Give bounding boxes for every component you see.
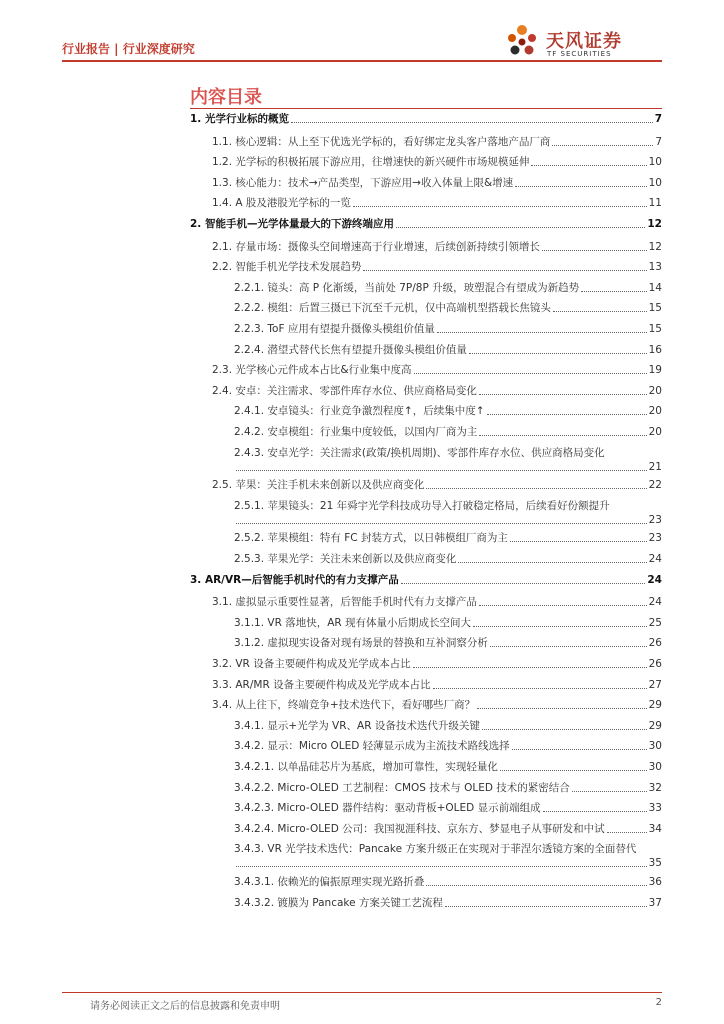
toc-entry-page: 22 bbox=[648, 479, 662, 492]
toc-entry-page: 24 bbox=[648, 596, 662, 609]
toc-leader-dots bbox=[553, 311, 647, 312]
toc-leader-dots bbox=[500, 770, 647, 771]
toc-entry-page: 24 bbox=[648, 553, 662, 565]
toc-entry-title: 2.1. 存量市场：摄像头空间增速高于行业增速，后续创新持续引领增长 bbox=[212, 240, 540, 253]
toc-entry[interactable] bbox=[234, 636, 662, 650]
toc-entry-page: 36 bbox=[648, 876, 662, 888]
toc-leader-dots bbox=[437, 332, 647, 333]
toc-entry[interactable] bbox=[212, 363, 662, 377]
toc-leader-dots bbox=[401, 583, 646, 584]
toc-entry-title: 3.4.2.2. Micro-OLED 工艺制程：CMOS 技术与 OLED 技术的紧密结合 bbox=[234, 781, 570, 794]
toc-leader-dots bbox=[236, 866, 647, 867]
toc-entry-title: 2.5.3. 苹果光学：关注未来创新以及供应商变化 bbox=[234, 553, 457, 565]
toc-entry-title: 2.2.2. 模组：后置三摄已下沉至千元机，仅中高端机型搭载长焦镜头 bbox=[234, 302, 551, 315]
toc-entry-title: 1.1. 核心逻辑：从上至下优选光学标的，看好绑定龙头客户落地产品厂商 bbox=[212, 135, 551, 148]
toc-entry[interactable] bbox=[212, 595, 662, 609]
toc-entry-title: 3.4.3. VR 光学技术迭代：Pancake 方案升级正在实现对于菲涅尔透镜方案的全面替代 bbox=[234, 843, 637, 856]
toc-entry[interactable] bbox=[190, 217, 662, 231]
toc-leader-dots bbox=[607, 832, 647, 833]
toc-entry[interactable] bbox=[212, 135, 662, 149]
toc-entry[interactable] bbox=[234, 616, 662, 630]
toc-entry[interactable] bbox=[212, 657, 662, 671]
toc-entry-title: 1.3. 核心能力：技术→产品类型，下游应用→收入体量上限&增速 bbox=[212, 176, 514, 189]
toc-entry-page: 20 bbox=[648, 426, 662, 438]
toc-leader-dots bbox=[552, 145, 653, 146]
toc-leader-dots bbox=[479, 394, 647, 395]
toc-leader-dots bbox=[445, 906, 647, 907]
brand-name-cn: 天风证券 bbox=[546, 31, 622, 52]
toc-entry[interactable] bbox=[234, 801, 662, 815]
toc-entry-title: 3.2. VR 设备主要硬件构成及光学成本占比 bbox=[212, 658, 411, 670]
toc-entry-page: 29 bbox=[648, 699, 662, 712]
toc-leader-dots bbox=[479, 435, 646, 436]
toc-entry[interactable] bbox=[212, 155, 662, 169]
toc-leader-dots bbox=[426, 488, 646, 489]
toc-leader-dots bbox=[236, 470, 647, 471]
toc-leader-dots bbox=[512, 749, 647, 750]
toc-entry[interactable] bbox=[234, 822, 662, 836]
toc-entry[interactable] bbox=[212, 196, 662, 210]
toc-leader-dots bbox=[414, 373, 647, 374]
toc-entry[interactable] bbox=[234, 343, 662, 357]
toc-entry-page: 12 bbox=[648, 240, 662, 253]
toc-entry-title: 1.2. 光学标的积极拓展下游应用，往增速快的新兴硬件市场规模延伸 bbox=[212, 156, 530, 169]
toc-entry-title: 3. AR/VR—后智能手机时代的有力支撑产品 bbox=[190, 573, 399, 586]
toc-leader-dots bbox=[510, 541, 647, 542]
toc-entry-title: 3.1.2. 虚拟现实设备对现有场景的替换和互补洞察分析 bbox=[234, 637, 488, 650]
toc-entry-title: 2.4.1. 安卓镜头：行业竞争激烈程度↑，后续集中度↑ bbox=[234, 405, 485, 418]
toc-entry[interactable] bbox=[234, 499, 662, 527]
toc-leader-dots bbox=[572, 791, 647, 792]
toc-entry-page: 20 bbox=[648, 405, 662, 418]
toc-entry-page: 7 bbox=[654, 113, 662, 125]
toc-entry-page: 15 bbox=[648, 323, 662, 335]
toc-entry[interactable] bbox=[212, 478, 662, 492]
toc-leader-dots bbox=[433, 688, 647, 689]
toc-entry-page: 15 bbox=[648, 302, 662, 315]
toc-entry-title: 3.4.3.1. 依赖光的偏振原理实现光路折叠 bbox=[234, 876, 425, 888]
toc-entry[interactable] bbox=[212, 240, 662, 254]
toc-leader-dots bbox=[236, 523, 647, 524]
toc-entry[interactable] bbox=[190, 112, 662, 126]
toc-leader-dots bbox=[396, 227, 645, 228]
toc-entry[interactable] bbox=[234, 404, 662, 418]
toc-entry-title: 3.4.2. 显示：Micro OLED 轻薄显示成为主流技术路线选择 bbox=[234, 740, 510, 753]
toc-entry-title: 2.4.3. 安卓光学：关注需求(政策/换机周期)、零部件库存水位、供应商格局变化 bbox=[234, 446, 605, 459]
toc-entry-page: 10 bbox=[648, 176, 662, 189]
toc-title: 内容目录 bbox=[190, 87, 262, 108]
toc-entry-page: 35 bbox=[648, 857, 662, 870]
toc-entry-title: 3.4. 从上往下，终端竞争+技术迭代下，看好哪些厂商？ bbox=[212, 699, 476, 712]
toc-entry-title: 2.2. 智能手机光学技术发展趋势 bbox=[212, 261, 362, 274]
toc-leader-dots bbox=[515, 186, 646, 187]
toc-entry[interactable] bbox=[234, 739, 662, 753]
toc-entry-page: 7 bbox=[655, 135, 662, 148]
toc-entry-page: 33 bbox=[648, 802, 662, 815]
toc-entry-title: 2.5. 苹果：关注手机未来创新以及供应商变化 bbox=[212, 479, 425, 492]
toc-leader-dots bbox=[458, 562, 646, 563]
toc-leader-dots bbox=[531, 165, 646, 166]
toc-entry-page: 21 bbox=[648, 460, 662, 473]
toc-entry-title: 2.2.3. ToF 应用有望提升摄像头模组价值量 bbox=[234, 323, 435, 335]
toc-leader-dots bbox=[291, 122, 653, 123]
toc-entry-page: 23 bbox=[648, 532, 662, 545]
toc-leader-dots bbox=[477, 708, 646, 709]
toc-entry-page: 37 bbox=[648, 896, 662, 909]
toc-entry[interactable] bbox=[234, 552, 662, 566]
toc-entry-title: 2.3. 光学核心元件成本占比&行业集中度高 bbox=[212, 364, 412, 377]
toc-entry[interactable] bbox=[234, 322, 662, 336]
toc-leader-dots bbox=[413, 667, 647, 668]
toc-entry-page: 26 bbox=[648, 637, 662, 650]
toc-entry[interactable] bbox=[212, 176, 662, 190]
toc-entry-page: 30 bbox=[648, 761, 662, 773]
toc-entry[interactable] bbox=[212, 260, 662, 274]
toc-entry-title: 2.5.2. 苹果模组：特有 FC 封装方式，以日韩模组厂商为主 bbox=[234, 532, 508, 545]
toc-entry[interactable] bbox=[234, 301, 662, 315]
toc-entry[interactable] bbox=[234, 875, 662, 889]
page-number: 2 bbox=[655, 997, 662, 1008]
toc-entry-title: 3.4.2.4. Micro-OLED 公司：我国视涯科技、京东方、梦显电子从事研发和中试 bbox=[234, 822, 605, 835]
toc-entry-title: 3.4.2.1. 以单晶硅芯片为基底，增加可靠性，实现轻量化 bbox=[234, 761, 498, 773]
toc-entry-title: 3.4.2.3. Micro-OLED 器件结构：驱动背板+OLED 显示前端组成 bbox=[234, 802, 541, 815]
toc-entry[interactable] bbox=[190, 573, 662, 587]
toc-entry[interactable] bbox=[212, 384, 662, 398]
toc-leader-dots bbox=[473, 626, 647, 627]
toc-entry[interactable] bbox=[234, 781, 662, 795]
toc-entry-page: 32 bbox=[648, 781, 662, 794]
footer-divider bbox=[62, 992, 662, 993]
toc-leader-dots bbox=[487, 414, 647, 415]
toc-entry[interactable] bbox=[234, 842, 662, 870]
toc-entry-page: 12 bbox=[647, 218, 662, 230]
toc-entry-title: 2.2.1. 镜头：高 P 化渐缓，当前处 7P/8P 升级，玻塑混合有望成为新趋势 bbox=[234, 281, 580, 294]
toc-entry[interactable] bbox=[212, 698, 662, 712]
toc-title-divider bbox=[190, 108, 662, 109]
toc-entry-page: 27 bbox=[648, 678, 662, 691]
toc-entry-page: 24 bbox=[647, 573, 662, 586]
toc-entry-title: 2.2.4. 潜望式替代长焦有望提升摄像头模组价值量 bbox=[234, 343, 467, 356]
toc-entry-title: 2.4. 安卓：关注需求、零部件库存水位、供应商格局变化 bbox=[212, 384, 477, 397]
toc-entry-title: 2. 智能手机—光学体量最大的下游终端应用 bbox=[190, 218, 394, 230]
report-type-label: 行业报告 | 行业深度研究 bbox=[62, 42, 195, 56]
toc-entry-title: 1.4. A 股及港股光学标的一览 bbox=[212, 197, 351, 210]
toc-leader-dots bbox=[363, 270, 646, 271]
toc-entry[interactable] bbox=[234, 446, 662, 474]
toc-leader-dots bbox=[581, 291, 646, 292]
toc-entry-title: 2.5.1. 苹果镜头：21 年舜宇光学科技成功导入打破稳定格局，后续看好份额提升 bbox=[234, 499, 610, 512]
toc-leader-dots bbox=[353, 206, 647, 207]
toc-entry-title: 3.3. AR/MR 设备主要硬件构成及光学成本占比 bbox=[212, 678, 431, 691]
toc-entry-title: 1. 光学行业标的概览 bbox=[190, 113, 289, 125]
toc-leader-dots bbox=[543, 811, 647, 812]
toc-entry-page: 20 bbox=[648, 384, 662, 397]
toc-entry-page: 25 bbox=[648, 616, 662, 629]
toc-leader-dots bbox=[479, 605, 647, 606]
toc-entry-page: 23 bbox=[648, 513, 662, 526]
footer-disclaimer: 请务必阅读正文之后的信息披露和免责申明 bbox=[90, 1001, 280, 1012]
toc-entry[interactable] bbox=[234, 531, 662, 545]
toc-entry[interactable] bbox=[234, 896, 662, 910]
toc-entry-title: 3.4.1. 显示+光学为 VR、AR 设备技术迭代升级关键 bbox=[234, 719, 480, 732]
toc-entry-page: 10 bbox=[648, 156, 662, 169]
toc-leader-dots bbox=[469, 353, 647, 354]
toc-entry-page: 19 bbox=[648, 364, 662, 377]
toc-entry-page: 14 bbox=[648, 281, 662, 294]
toc-entry-page: 30 bbox=[648, 740, 662, 753]
toc-entry[interactable] bbox=[234, 425, 662, 439]
brand-name-en: TF SECURITIES bbox=[547, 50, 612, 58]
toc-entry-page: 16 bbox=[648, 343, 662, 356]
toc-entry[interactable] bbox=[234, 281, 662, 295]
toc-entry-page: 11 bbox=[648, 197, 662, 210]
toc-entry-page: 26 bbox=[648, 658, 662, 670]
toc-entry-page: 29 bbox=[648, 719, 662, 732]
toc-entry[interactable] bbox=[234, 719, 662, 733]
brand-logo bbox=[502, 22, 662, 62]
toc-leader-dots bbox=[482, 729, 647, 730]
toc-entry-title: 3.1. 虚拟显示重要性显著，后智能手机时代有力支撑产品 bbox=[212, 596, 477, 609]
toc-entry-page: 13 bbox=[648, 261, 662, 274]
flower-logo-icon bbox=[502, 22, 542, 62]
toc-entry-page: 34 bbox=[648, 822, 662, 835]
toc-entry[interactable] bbox=[212, 678, 662, 692]
toc-entry-title: 3.1.1. VR 落地快，AR 现有体量小后期成长空间大 bbox=[234, 616, 472, 629]
toc-leader-dots bbox=[542, 250, 647, 251]
toc-leader-dots bbox=[490, 646, 647, 647]
toc-entry[interactable] bbox=[234, 760, 662, 774]
toc-entry-title: 3.4.3.2. 镀膜为 Pancake 方案关键工艺流程 bbox=[234, 896, 443, 909]
toc-leader-dots bbox=[426, 885, 646, 886]
toc-entry-title: 2.4.2. 安卓模组：行业集中度较低，以国内厂商为主 bbox=[234, 426, 478, 438]
